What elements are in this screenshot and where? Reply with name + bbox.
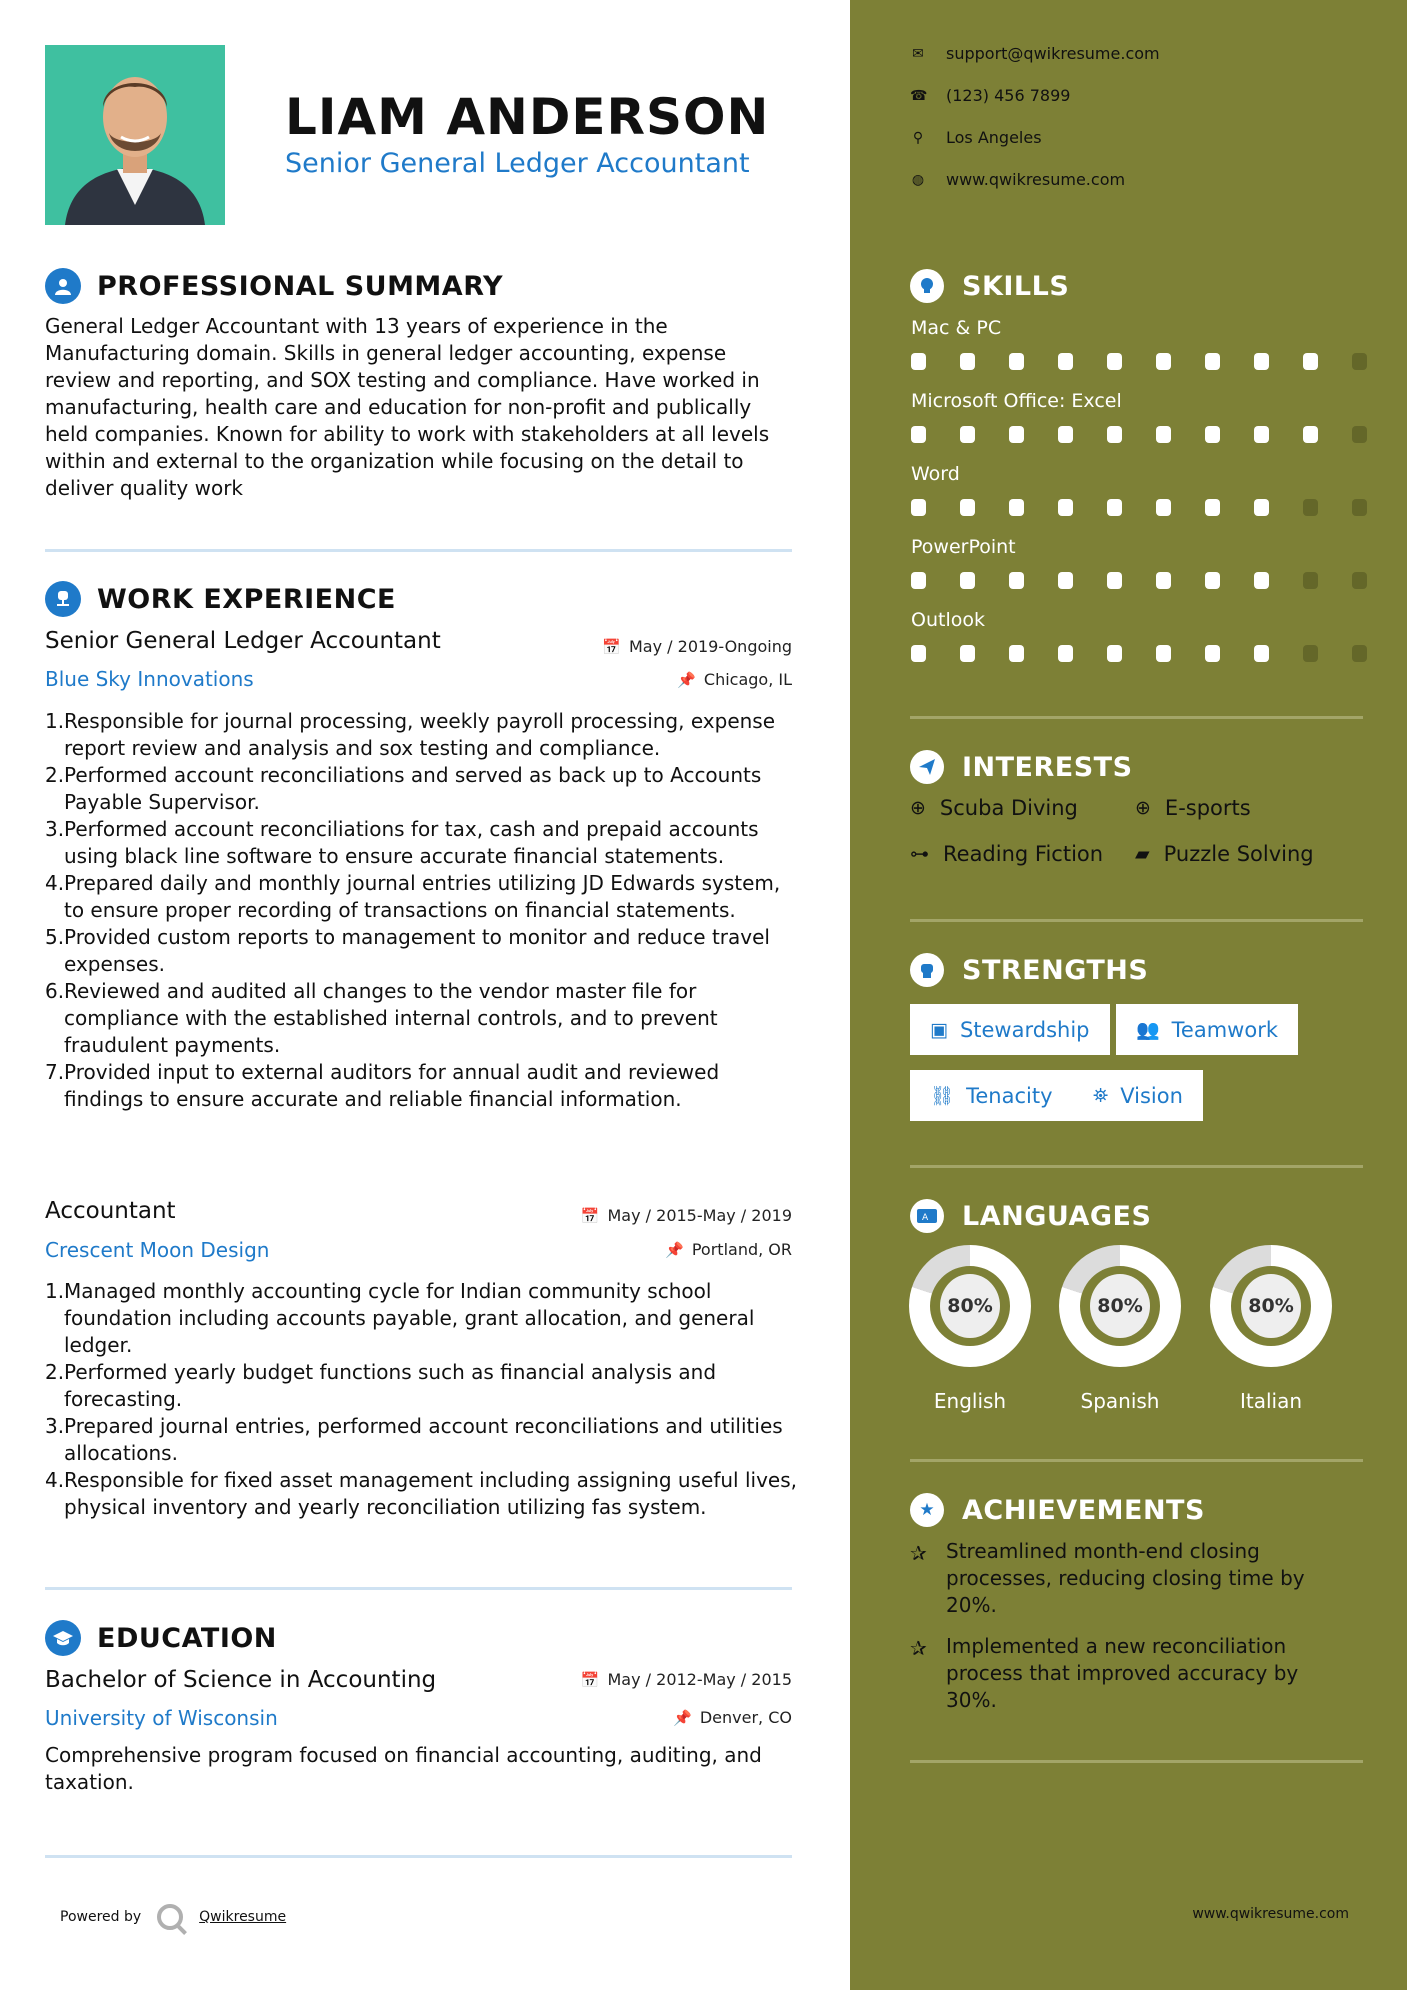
binoculars-icon: ⛯ <box>1093 1084 1109 1107</box>
skill-dot <box>1303 353 1318 370</box>
pin-icon: 📌 <box>677 670 696 689</box>
shooting-star-icon: ✰ <box>910 1541 927 1565</box>
paper-plane-icon <box>910 750 944 784</box>
skill-dot <box>1107 645 1122 662</box>
language-item <box>1209 1245 1333 1413</box>
sidebar-divider <box>910 716 1363 719</box>
skill-dot <box>1058 426 1073 443</box>
summary-text: General Ledger Accountant with 13 years of experience in the Manufacturing domain. Skills in general ledger accounting, expense review and reporting, and SOX testing and compliance. Have worked in manufacturing, health care and education for non-profit and publically held companies. Known for ability to work with stakeholders at all levels within and external to the organization while focusing on the detail to deliver quality work <box>45 314 770 500</box>
list-item: 3. Performed account reconciliations for tax, cash and prepaid accounts using black line software to ensure accurate financial statements. <box>45 817 759 868</box>
list-item: 6. Reviewed and audited all changes to the vendor master file for compliance with the established internal controls, and to prevent fraudulent payments. <box>45 979 718 1057</box>
skill-name: Word <box>911 463 960 485</box>
skill-dot <box>1156 353 1171 370</box>
experience-title: WORK EXPERIENCE <box>97 583 396 615</box>
language-ring: 80% <box>1059 1245 1181 1367</box>
sidebar-divider <box>910 1165 1363 1168</box>
skill-dot <box>1303 499 1318 516</box>
section-divider <box>45 1587 792 1590</box>
language-ring: 80% <box>909 1245 1031 1367</box>
interests-heading <box>910 750 1133 784</box>
skill-dot <box>1156 645 1171 662</box>
skill-dot <box>1156 499 1171 516</box>
skill-dot <box>1107 572 1122 589</box>
skill-dot <box>1352 499 1367 516</box>
company-name: Crescent Moon Design <box>45 1238 270 1262</box>
strengths-title: STRENGTHS <box>962 954 1149 986</box>
skill-dot <box>1205 353 1220 370</box>
interest-item: ⊕ Scuba Diving <box>910 796 1078 820</box>
skill-dot <box>1205 499 1220 516</box>
users-icon: 👥 <box>1136 1019 1160 1041</box>
skill-dot <box>1009 572 1024 589</box>
achievements-title: ACHIEVEMENTS <box>962 1494 1205 1526</box>
skill-dot <box>1107 499 1122 516</box>
skill-level-meter <box>911 353 1401 370</box>
job-dates: 📅 May / 2015-May / 2019 <box>580 1206 792 1225</box>
skill-dot <box>1058 572 1073 589</box>
achievements-heading <box>910 1493 1205 1527</box>
skill-level-meter <box>911 499 1401 516</box>
powered-by: Powered by Qwikresume <box>60 1904 286 1930</box>
skill-dot <box>1205 645 1220 662</box>
skill-dot <box>1352 426 1367 443</box>
brand-link[interactable]: Qwikresume <box>199 1909 287 1925</box>
skill-dot <box>1009 645 1024 662</box>
achievement-item: ✰ Implemented a new reconciliation process that improved accuracy by 30%. <box>910 1634 1299 1712</box>
job-dates: 📅 May / 2019-Ongoing <box>602 637 792 656</box>
skill-dot <box>1058 499 1073 516</box>
interest-item: ⊕ E-sports <box>1135 796 1251 820</box>
achievement-item: ✰ Streamlined month-end closing processes, reducing closing time by 20%. <box>910 1539 1305 1617</box>
map-pin-icon: ⚲ <box>912 129 924 146</box>
skill-level-meter <box>911 572 1401 589</box>
user-icon <box>45 268 81 304</box>
life-ring-icon: ⊕ <box>1135 797 1151 819</box>
job-bullets <box>45 1278 800 1521</box>
pin-icon: 📌 <box>665 1240 684 1259</box>
strengths-heading <box>910 953 1148 987</box>
job-location: 📌 Chicago, IL <box>677 670 792 689</box>
interest-item: ▰ Puzzle Solving <box>1135 842 1314 866</box>
job-bullets <box>45 708 800 1113</box>
qwikresume-logo-icon <box>157 1904 183 1930</box>
education-dates: 📅 May / 2012-May / 2015 <box>580 1670 792 1689</box>
skill-dot <box>1303 426 1318 443</box>
candidate-role: Senior General Ledger Accountant <box>285 148 750 179</box>
svg-text:A: A <box>922 1213 929 1223</box>
skill-dot <box>1205 426 1220 443</box>
language-name: English <box>933 1389 1007 1413</box>
education-heading <box>45 1620 277 1656</box>
skill-dot <box>1254 426 1269 443</box>
experience-heading <box>45 581 396 617</box>
skill-dot <box>1156 572 1171 589</box>
strength-badge: ⛯ Vision <box>1073 1070 1203 1121</box>
job-title: Senior General Ledger Accountant <box>45 628 441 654</box>
star-badge-icon: ★ <box>910 1493 944 1527</box>
shooting-star-icon: ✰ <box>910 1636 927 1660</box>
company-name: Blue Sky Innovations <box>45 667 254 691</box>
language-ring: 80% <box>1210 1245 1332 1367</box>
list-item: 4. Prepared daily and monthly journal entries utilizing JD Edwards system, to ensure proper recording of transactions on financial statements. <box>45 871 781 922</box>
interests-title: INTERESTS <box>962 751 1133 783</box>
skill-dot <box>1205 572 1220 589</box>
profile-photo <box>45 45 225 225</box>
skill-dot <box>1303 572 1318 589</box>
contact-email[interactable]: ✉ support@qwikresume.com <box>910 44 1160 63</box>
interest-item: ⊶ Reading Fiction <box>910 842 1104 866</box>
job-title: Accountant <box>45 1198 176 1224</box>
skill-name: Outlook <box>911 609 985 631</box>
contact-location: ⚲ Los Angeles <box>910 128 1042 147</box>
section-divider <box>45 1855 792 1858</box>
fist-icon <box>910 953 944 987</box>
skill-dot <box>911 572 926 589</box>
life-ring-icon: ⊕ <box>910 797 926 819</box>
skill-dot <box>1254 499 1269 516</box>
languages-title: LANGUAGES <box>962 1200 1152 1232</box>
section-divider <box>45 549 792 552</box>
calendar-icon: 📅 <box>602 637 621 656</box>
skill-dot <box>1107 426 1122 443</box>
degree-title: Bachelor of Science in Accounting <box>45 1667 437 1693</box>
briefcase-chair-icon <box>45 581 81 617</box>
language-name: Italian <box>1239 1389 1303 1413</box>
candidate-name: LIAM ANDERSON <box>285 88 770 146</box>
list-item: 3. Prepared journal entries, performed account reconciliations and utilities allocations. <box>45 1414 783 1465</box>
skill-dot <box>911 426 926 443</box>
calendar-icon: 📅 <box>580 1206 600 1225</box>
skill-dot <box>1156 426 1171 443</box>
sidebar-divider <box>910 1459 1363 1462</box>
skill-level-meter <box>911 426 1401 443</box>
pin-icon: 📌 <box>673 1708 692 1727</box>
language-icon <box>910 1199 944 1233</box>
phone-icon: ☎ <box>910 87 928 104</box>
skill-dot <box>1352 645 1367 662</box>
skill-dot <box>1254 572 1269 589</box>
skill-dot <box>1254 645 1269 662</box>
summary-title: PROFESSIONAL SUMMARY <box>97 270 504 302</box>
education-title: EDUCATION <box>97 1622 277 1654</box>
calendar-icon: 📅 <box>580 1670 600 1689</box>
graduation-cap-icon <box>45 1620 81 1656</box>
skill-name: PowerPoint <box>911 536 1016 558</box>
contact-phone[interactable]: ☎ (123) 456 7899 <box>910 86 1071 105</box>
list-item: 5. Provided custom reports to management to monitor and reduce travel expenses. <box>45 925 770 976</box>
skill-dot <box>960 426 975 443</box>
list-item: 2. Performed account reconciliations and served as back up to Accounts Payable Supervisor. <box>45 763 762 814</box>
school-name: University of Wisconsin <box>45 1706 278 1730</box>
sidebar-divider <box>910 1760 1363 1763</box>
skill-dot <box>1009 426 1024 443</box>
list-item: 1. Responsible for journal processing, weekly payroll processing, expense report review and analysis and sox testing and compliance. <box>45 709 776 760</box>
skill-dot <box>960 645 975 662</box>
link-icon: ⛓ <box>930 1085 955 1107</box>
languages-heading <box>910 1199 1151 1233</box>
skill-name: Microsoft Office: Excel <box>911 390 1122 412</box>
list-item: 4. Responsible for fixed asset management including assigning useful lives, physical inventory and yearly reconciliation utilizing fas system. <box>45 1468 797 1519</box>
skill-dot <box>1303 645 1318 662</box>
skill-level-meter <box>911 645 1401 662</box>
skill-dot <box>1009 353 1024 370</box>
skill-dot <box>911 499 926 516</box>
job-location: 📌 Portland, OR <box>665 1240 792 1259</box>
list-item: 2. Performed yearly budget functions such as financial analysis and forecasting. <box>45 1360 717 1411</box>
sidebar-divider <box>910 919 1363 922</box>
skill-dot <box>1009 499 1024 516</box>
skill-dot <box>960 353 975 370</box>
skill-dot <box>911 645 926 662</box>
education-description: Comprehensive program focused on financial accounting, auditing, and taxation. <box>45 1743 762 1794</box>
skill-dot <box>1352 353 1367 370</box>
skill-name: Mac & PC <box>911 317 1002 339</box>
skill-dot <box>1058 353 1073 370</box>
language-item <box>908 1245 1032 1413</box>
skills-heading <box>910 269 1069 303</box>
skill-dot <box>1254 353 1269 370</box>
envelope-icon: ✉ <box>912 45 924 62</box>
strength-badge: 👥 Teamwork <box>1116 1004 1298 1055</box>
briefcase-icon: ▣ <box>930 1018 948 1041</box>
book-icon: ▰ <box>1135 843 1150 865</box>
skills-title: SKILLS <box>962 270 1070 302</box>
skill-dot <box>960 572 975 589</box>
footer-url[interactable]: www.qwikresume.com <box>1192 1906 1349 1922</box>
skill-dot <box>960 499 975 516</box>
skill-dot <box>1352 572 1367 589</box>
education-location: 📌 Denver, CO <box>673 1708 792 1727</box>
language-name: Spanish <box>1080 1389 1160 1413</box>
language-item <box>1058 1245 1182 1413</box>
strength-badge: ▣ Stewardship <box>910 1004 1110 1055</box>
summary-heading <box>45 268 503 304</box>
strength-badge: ⛓ Tenacity <box>910 1070 1073 1121</box>
list-item: 1. Managed monthly accounting cycle for Indian community school foundation including accounts payable, grant allocation, and general ledger. <box>45 1279 755 1357</box>
contact-website[interactable]: ◍ www.qwikresume.com <box>911 170 1126 189</box>
skill-dot <box>911 353 926 370</box>
globe-icon: ◍ <box>911 171 925 188</box>
skill-dot <box>1107 353 1122 370</box>
gamepad-icon: ⊶ <box>910 843 929 865</box>
skill-dot <box>1058 645 1073 662</box>
list-item: 7. Provided input to external auditors for annual audit and reviewed findings to ensure accurate and reliable financial information. <box>45 1060 720 1111</box>
lightbulb-icon <box>910 269 944 303</box>
